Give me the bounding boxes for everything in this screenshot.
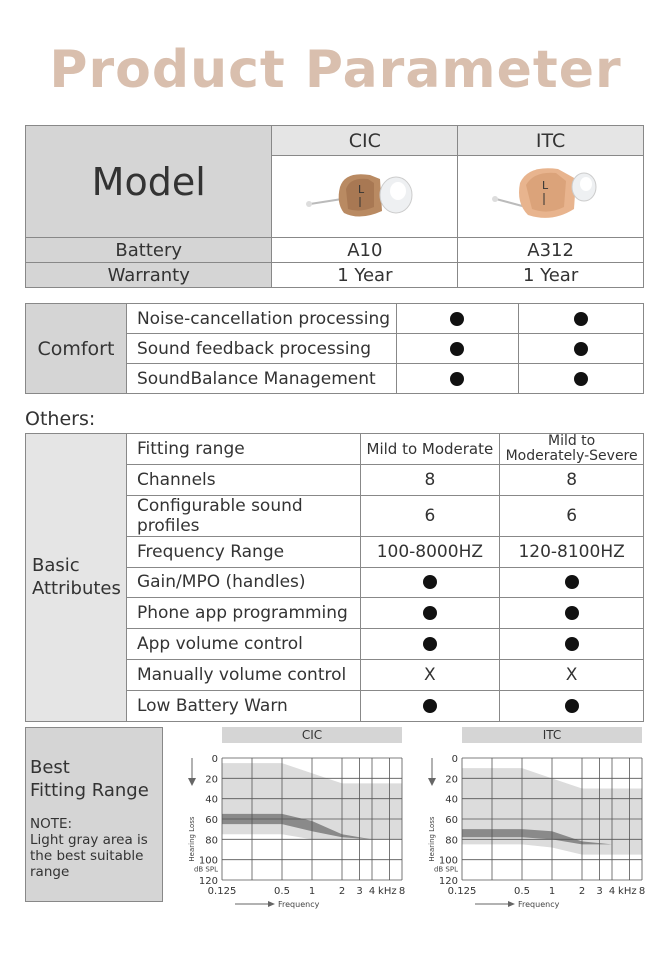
warranty-cic: 1 Year	[272, 263, 458, 288]
warranty-label: Warranty	[26, 263, 272, 288]
y-tick-label: 100	[198, 855, 218, 867]
x-tick-label: 1	[308, 886, 316, 897]
model-table	[25, 125, 644, 288]
y-tick-label: 20	[445, 774, 458, 786]
svg-text:L: L	[357, 183, 364, 196]
others-heading: Others:	[25, 408, 96, 430]
x-tick-label: 0.5	[274, 886, 290, 897]
comfort-feature: Sound feedback processing	[126, 334, 396, 364]
svg-text:L: L	[541, 179, 548, 192]
attribute-name: Manually volume control	[126, 659, 360, 690]
x-tick-label: 4	[608, 886, 616, 897]
attribute-name: App volume control	[126, 629, 360, 660]
x-tick-label: 2	[578, 886, 586, 897]
dot-icon	[360, 567, 500, 598]
basic-label-line1: Basic	[32, 555, 80, 577]
dot-icon	[500, 567, 644, 598]
y-tick-label: 20	[205, 774, 218, 786]
attribute-name: Low Battery Warn	[126, 690, 360, 721]
best-fitting-box	[25, 727, 163, 902]
attribute-itc: 8	[500, 465, 644, 496]
y-tick-label: 120	[198, 876, 218, 887]
model-label: Model	[26, 126, 272, 238]
col-itc: ITC	[458, 126, 644, 156]
dot-icon	[519, 364, 644, 394]
warranty-itc: 1 Year	[458, 263, 644, 288]
chart-title: ITC	[542, 728, 562, 742]
attribute-name: Channels	[126, 465, 360, 496]
note-label: NOTE:	[30, 816, 73, 832]
dot-icon	[396, 364, 519, 394]
y-tick-label: 120	[438, 876, 458, 887]
right-arrow-head-icon	[508, 901, 515, 907]
fitting-itc-line1: Mild to	[547, 433, 596, 449]
comfort-table	[25, 303, 644, 394]
attribute-cic: X	[360, 659, 500, 690]
dot-icon	[500, 690, 644, 721]
x-tick-label: 1	[548, 886, 556, 897]
x-tick-label: kHz	[378, 886, 397, 897]
y-tick-label: 60	[205, 815, 218, 826]
basic-label-line2: Attributes	[32, 578, 121, 600]
best-note	[30, 816, 162, 880]
best-title-line1: Best	[30, 757, 70, 778]
attribute-cic: 100-8000HZ	[360, 536, 500, 567]
dot-icon	[360, 690, 500, 721]
attribute-name: Phone app programming	[126, 598, 360, 629]
down-arrow-head-icon	[428, 778, 436, 786]
note-line3: range	[30, 864, 70, 880]
y-tick-label: 60	[445, 815, 458, 826]
dot-icon	[519, 334, 644, 364]
dot-icon	[360, 598, 500, 629]
chart-title: CIC	[301, 728, 323, 742]
battery-cic: A10	[272, 238, 458, 263]
y-tick-label: 0	[451, 754, 458, 765]
attribute-itc: 120-8100HZ	[500, 536, 644, 567]
battery-label: Battery	[26, 238, 272, 263]
y-unit-label: dB SPL	[193, 865, 218, 874]
page-title: Product Parameter	[49, 40, 622, 100]
attribute-itc: 6	[500, 495, 644, 536]
note-line2: the best suitable	[30, 848, 144, 864]
x-tick-label: kHz	[618, 886, 637, 897]
comfort-label: Comfort	[26, 304, 127, 394]
y-tick-label: 0	[211, 754, 218, 765]
col-cic: CIC	[272, 126, 458, 156]
cic-product-image	[272, 156, 458, 238]
down-arrow-head-icon	[188, 778, 196, 786]
itc-fitting-chart	[420, 725, 652, 915]
x-tick-label: 2	[338, 886, 346, 897]
attribute-cic: Mild to Moderate	[360, 434, 500, 465]
dot-icon	[396, 334, 519, 364]
y-tick-label: 80	[205, 835, 218, 847]
x-tick-label: 0.5	[514, 886, 530, 897]
x-tick-label: 4	[368, 886, 376, 897]
attribute-name: Frequency Range	[126, 536, 360, 567]
y-unit-label: dB SPL	[433, 865, 458, 874]
y-axis-label: Hearing Loss	[188, 816, 196, 862]
fitting-itc-line2: Moderately-Severe	[505, 448, 638, 464]
basic-attributes-table	[25, 433, 644, 722]
attribute-cic: 6	[360, 495, 500, 536]
attribute-cic: 8	[360, 465, 500, 496]
right-arrow-head-icon	[268, 901, 275, 907]
y-axis-label: Hearing Loss	[428, 816, 436, 862]
dot-icon	[500, 598, 644, 629]
x-tick-label: 3	[596, 886, 603, 897]
x-tick-label: 0.125	[207, 886, 237, 897]
best-title-line2: Fitting Range	[30, 780, 149, 801]
battery-itc: A312	[458, 238, 644, 263]
x-tick-label: 8	[398, 886, 406, 897]
x-tick-label: 3	[356, 886, 363, 897]
x-tick-label: 0.125	[447, 886, 477, 897]
attribute-name: Fitting range	[126, 434, 360, 465]
dot-icon	[360, 629, 500, 660]
attribute-name: Gain/MPO (handles)	[126, 567, 360, 598]
comfort-feature: SoundBalance Management	[126, 364, 396, 394]
dot-icon	[396, 304, 519, 334]
dot-icon	[500, 629, 644, 660]
y-tick-label: 40	[445, 794, 458, 806]
dot-icon	[519, 304, 644, 334]
basic-attributes-label	[26, 434, 127, 722]
y-tick-label: 100	[438, 855, 458, 867]
x-axis-label: Frequency	[518, 900, 560, 909]
y-tick-label: 40	[205, 794, 218, 806]
y-tick-label: 80	[445, 835, 458, 847]
attribute-itc: X	[500, 659, 644, 690]
attribute-itc	[500, 434, 644, 465]
itc-product-image	[458, 156, 644, 238]
comfort-feature: Noise-cancellation processing	[126, 304, 396, 334]
x-tick-label: 8	[638, 886, 646, 897]
note-line1: Light gray area is	[30, 832, 148, 848]
attribute-name: Configurable sound profiles	[126, 495, 360, 536]
x-axis-label: Frequency	[278, 900, 320, 909]
cic-fitting-chart	[180, 725, 412, 915]
